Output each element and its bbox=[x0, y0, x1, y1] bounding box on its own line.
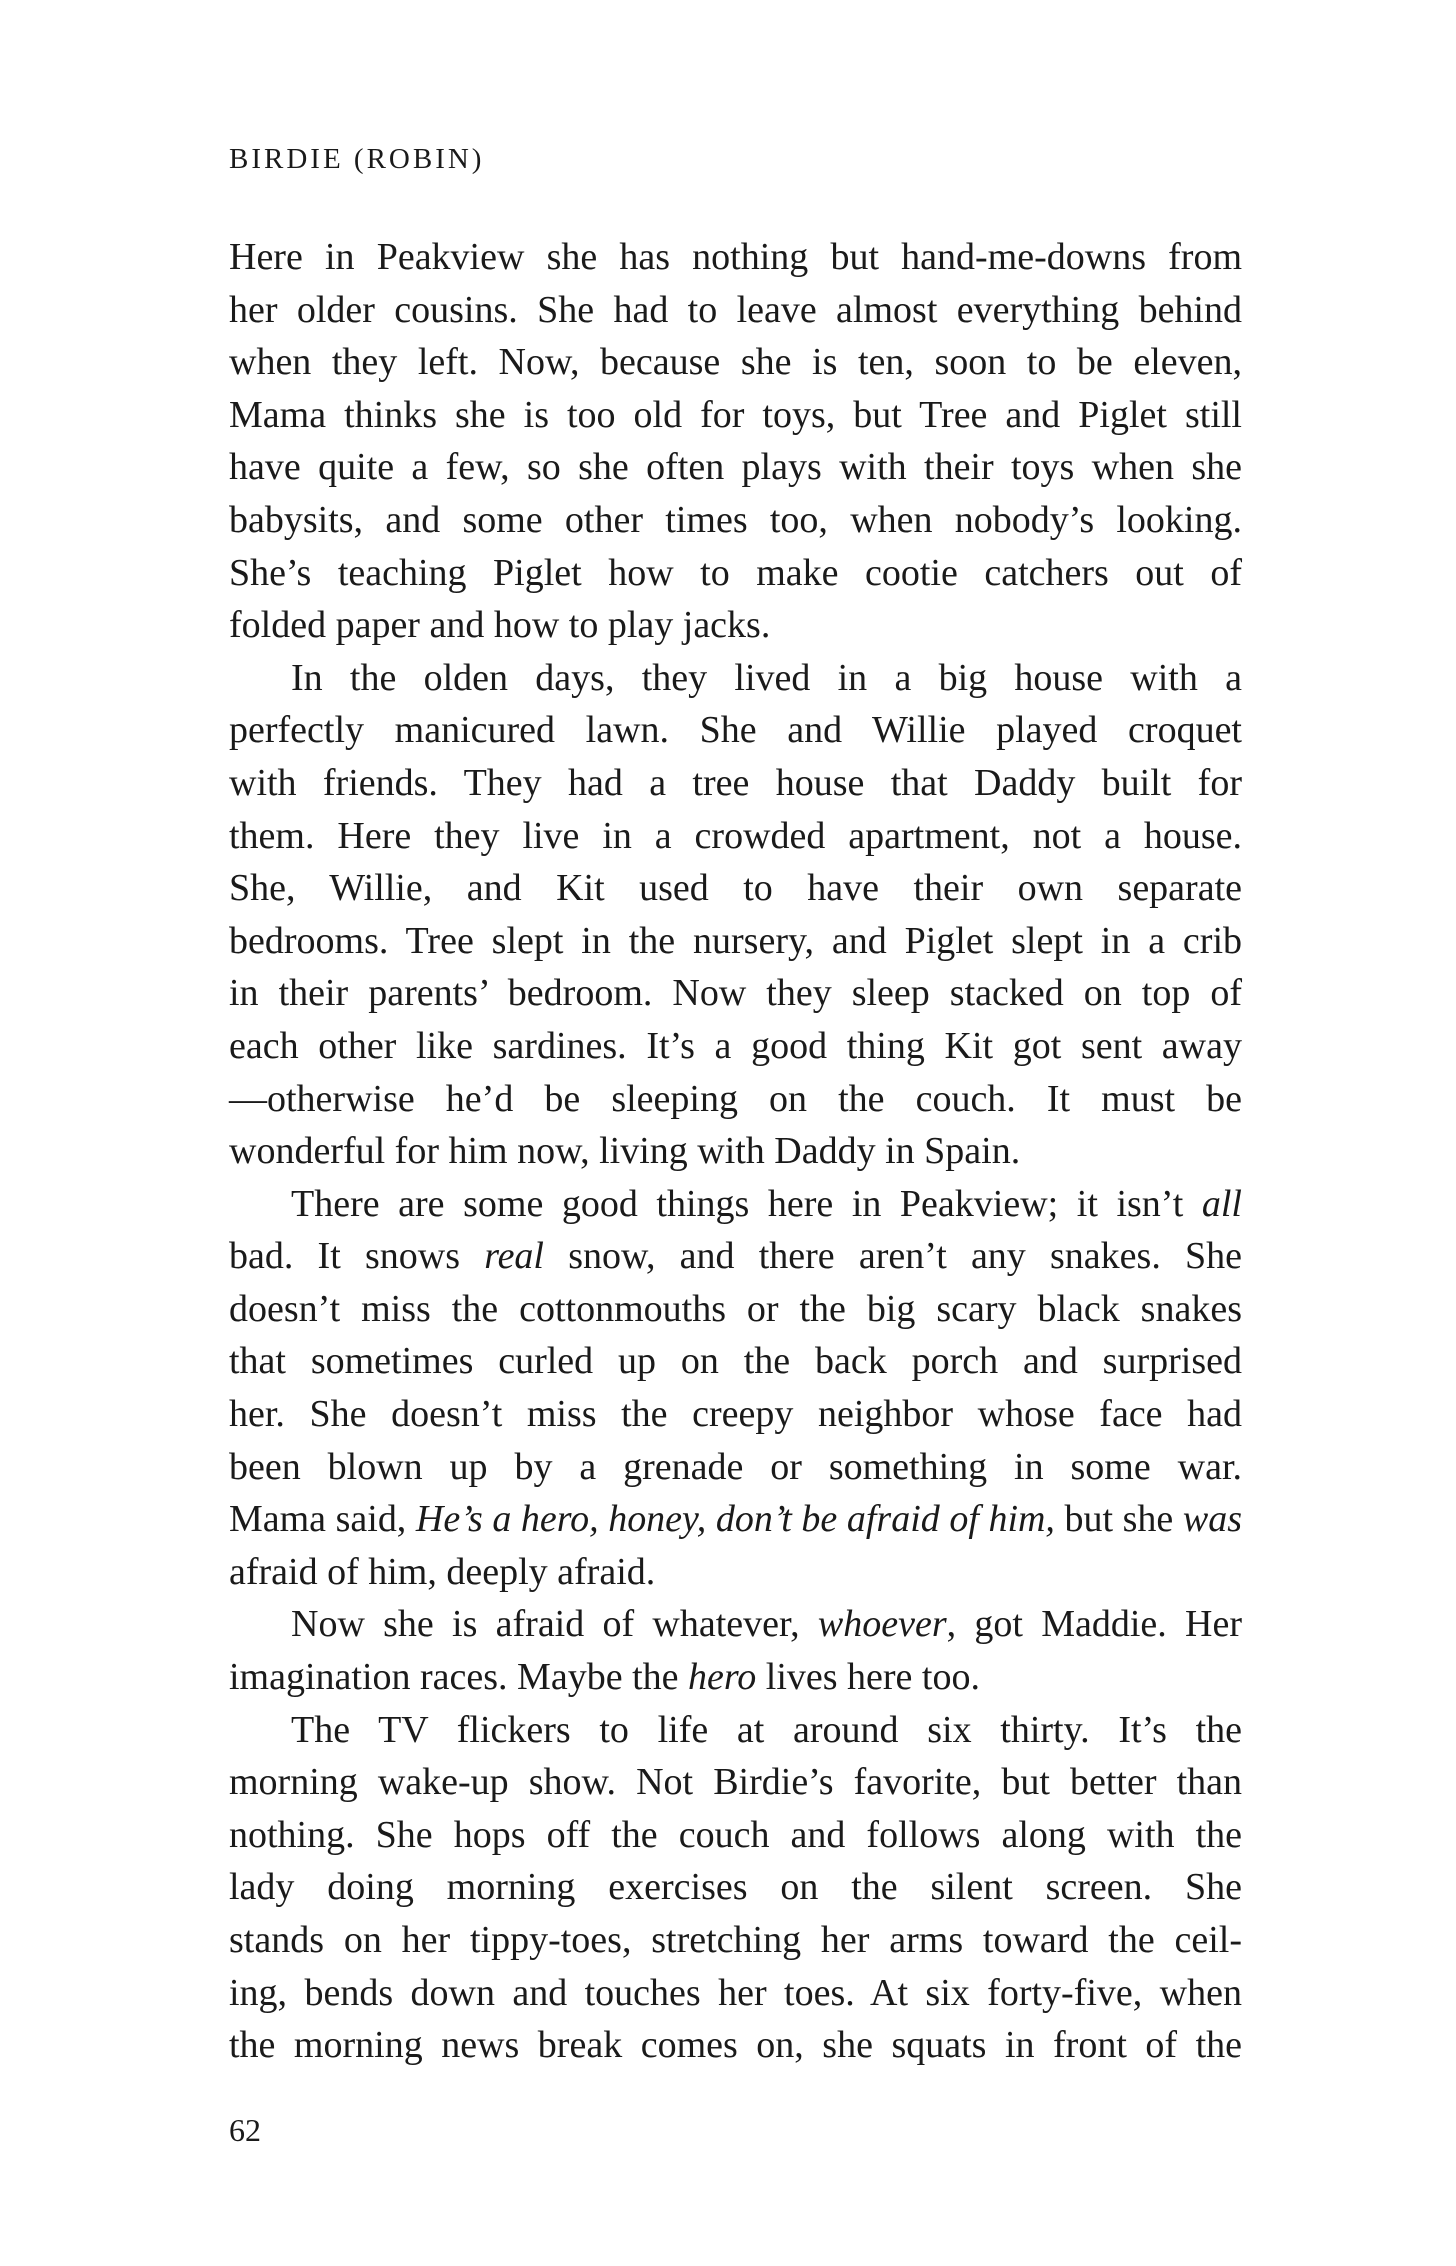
text-line bbox=[229, 389, 1242, 442]
text-line bbox=[229, 441, 1242, 494]
text-segment: ing, bends down and touches her toes. At six forty-five, when bbox=[229, 1971, 1242, 2014]
text-segment: her older cousins. She had to leave almost everything behind bbox=[229, 288, 1242, 331]
text-line bbox=[229, 1756, 1242, 1809]
text-line bbox=[229, 547, 1242, 600]
text-segment: bedrooms. Tree slept in the nursery, and Piglet slept in a crib bbox=[229, 919, 1242, 962]
text-line bbox=[229, 1546, 1242, 1599]
italic-text-segment: He’s a hero, honey, don’t be afraid of him, bbox=[415, 1498, 1055, 1541]
text-segment: morning wake-up show. Not Birdie’s favorite, but better than bbox=[229, 1761, 1242, 1804]
italic-text-segment: was bbox=[1182, 1498, 1242, 1541]
text-line bbox=[229, 1073, 1242, 1126]
text-line bbox=[229, 1230, 1242, 1283]
text-segment: babysits, and some other times too, when nobody’s looking. bbox=[229, 498, 1242, 541]
text-line bbox=[229, 284, 1242, 337]
text-segment: lady doing morning exercises on the silent screen. She bbox=[229, 1866, 1242, 1909]
text-line bbox=[229, 1914, 1242, 1967]
text-line bbox=[229, 810, 1242, 863]
text-line bbox=[229, 1967, 1242, 2020]
text-segment: doesn’t miss the cottonmouths or the big scary black snakes bbox=[229, 1287, 1242, 1330]
text-segment: —otherwise he’d be sleeping on the couch. It must be bbox=[229, 1077, 1242, 1120]
text-line bbox=[229, 915, 1242, 968]
text-segment: perfectly manicured lawn. She and Willie played croquet bbox=[229, 709, 1242, 752]
running-head: BIRDIE (ROBIN) bbox=[229, 143, 485, 175]
text-segment: In the olden days, they lived in a big house with a bbox=[291, 656, 1242, 699]
text-segment: nothing. She hops off the couch and follows along with the bbox=[229, 1813, 1242, 1856]
text-line bbox=[229, 1704, 1242, 1757]
text-line bbox=[229, 1283, 1242, 1336]
text-line bbox=[229, 757, 1242, 810]
text-line bbox=[229, 652, 1242, 705]
italic-text-segment: real bbox=[484, 1235, 544, 1278]
text-line bbox=[229, 1335, 1242, 1388]
text-line bbox=[229, 1651, 1242, 1704]
text-segment: each other like sardines. It’s a good thing Kit got sent away bbox=[229, 1024, 1242, 1067]
text-line bbox=[229, 1441, 1242, 1494]
text-segment: with friends. They had a tree house that Daddy built for bbox=[229, 761, 1242, 804]
text-segment: She’s teaching Piglet how to make cootie catchers out of bbox=[229, 551, 1242, 594]
text-segment: The TV flickers to life at around six thirty. It’s the bbox=[291, 1708, 1242, 1751]
text-line bbox=[229, 967, 1242, 1020]
text-segment: She, Willie, and Kit used to have their own separate bbox=[229, 867, 1242, 910]
text-segment: folded paper and how to play jacks. bbox=[229, 604, 771, 647]
text-segment: wonderful for him now, living with Daddy in Spain. bbox=[229, 1130, 1021, 1173]
text-segment: her. She doesn’t miss the creepy neighbor whose face had bbox=[229, 1393, 1242, 1436]
text-segment: stands on her tippy-toes, stretching her arms toward the ceil- bbox=[229, 1919, 1242, 1961]
italic-text-segment: whoever bbox=[817, 1603, 947, 1646]
text-segment: been blown up by a grenade or something in some war. bbox=[229, 1445, 1242, 1488]
text-line bbox=[229, 231, 1242, 284]
text-line bbox=[229, 1809, 1242, 1862]
text-line bbox=[229, 704, 1242, 757]
text-line bbox=[229, 2019, 1242, 2072]
text-line bbox=[229, 1020, 1242, 1073]
italic-text-segment: all bbox=[1201, 1182, 1242, 1225]
text-segment: There are some good things here in Peakview; it isn’t bbox=[291, 1182, 1202, 1225]
text-segment: have quite a few, so she often plays with their toys when she bbox=[229, 446, 1242, 489]
text-segment: Mama thinks she is too old for toys, but Tree and Piglet still bbox=[229, 393, 1242, 436]
text-line bbox=[229, 494, 1242, 547]
italic-text-segment: hero bbox=[688, 1656, 757, 1699]
text-line bbox=[229, 336, 1242, 389]
text-segment: that sometimes curled up on the back porch and surprised bbox=[229, 1340, 1242, 1383]
text-segment: snow, and there aren’t any snakes. She bbox=[544, 1235, 1243, 1278]
text-segment: afraid of him, deeply afraid. bbox=[229, 1550, 656, 1593]
text-segment: bad. It snows bbox=[229, 1235, 485, 1278]
text-line bbox=[229, 1178, 1242, 1231]
text-segment: Here in Peakview she has nothing but hand-me-downs from bbox=[229, 236, 1242, 278]
page-number: 62 bbox=[229, 2112, 261, 2148]
text-segment: imagination races. Maybe the bbox=[229, 1656, 689, 1699]
text-segment: but she bbox=[1054, 1498, 1183, 1541]
text-segment: Now she is afraid of whatever, bbox=[291, 1603, 818, 1646]
text-segment: lives here too. bbox=[756, 1656, 980, 1699]
text-line bbox=[229, 862, 1242, 915]
text-segment: Mama said, bbox=[229, 1498, 416, 1541]
text-line bbox=[229, 1598, 1242, 1651]
text-line bbox=[229, 599, 1242, 652]
text-segment: the morning news break comes on, she squats in front of the bbox=[229, 2024, 1242, 2067]
body-text bbox=[229, 231, 1242, 2072]
text-segment: , got Maddie. Her bbox=[946, 1603, 1242, 1646]
text-line bbox=[229, 1861, 1242, 1914]
text-segment: in their parents’ bedroom. Now they sleep stacked on top of bbox=[229, 972, 1242, 1015]
text-line bbox=[229, 1125, 1242, 1178]
text-segment: when they left. Now, because she is ten, soon to be eleven, bbox=[229, 341, 1242, 384]
text-segment: them. Here they live in a crowded apartment, not a house. bbox=[229, 814, 1242, 857]
text-line bbox=[229, 1388, 1242, 1441]
text-line bbox=[229, 1493, 1242, 1546]
